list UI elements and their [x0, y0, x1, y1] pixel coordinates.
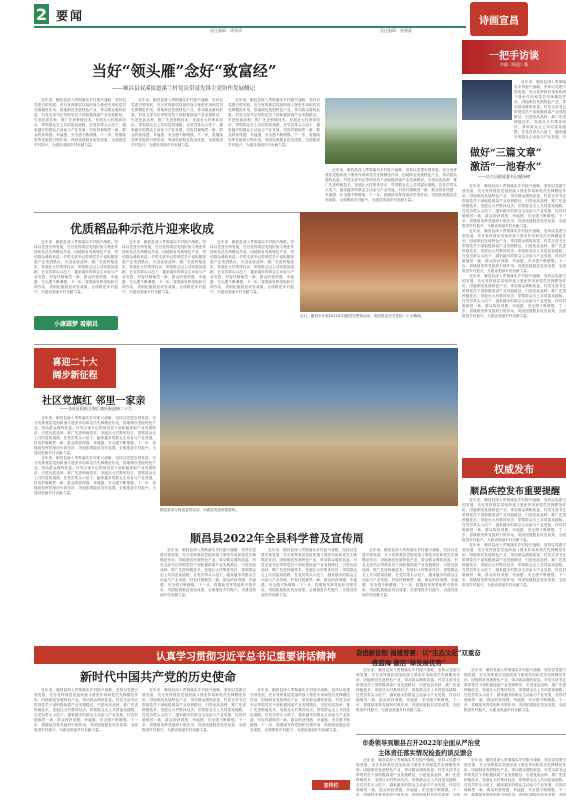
interview-body-text-2: 近年来，顺昌县深入贯彻落实乡村振兴战略，坚持以党建引领发展，充分发挥基层党组织战斗堡垒作用和党员先锋模范作用，因地制宜发展特色产业，带动群众增收致富。村党支部书记带领党员干部积极探索产业发展路径，引进优质品种，推广先进种植技术，发展壮大村集体经济，带领群众走上共同富裕道路。在党员带头示范下，越来越多的群众主动参与产业发展，村容村貌焕然一新，群众的获得感、幸福感、安全感不断增强。下一步，将继续发挥党组织引领作用，巩固拓展脱贫攻坚成果，全面推进乡村振兴，为建设美丽乡村贡献力量。: [462, 229, 566, 273]
party-photo: [300, 212, 458, 312]
congress-body: [34, 416, 156, 640]
lead-text-1: 近年来，顺昌县深入贯彻落实乡村振兴战略，坚持以党建引领发展，充分发挥基层党组织战斗堡垒作用和党员先锋模范作用，因地制宜发展特色产业，带动群众增收致富。村党支部书记带领党员干部积极探索产业发展路径，引进优质品种，推广先进种植技术，发展壮大村集体经济，带领群众走上共同富裕道路。在党员带头示范下，越来越多的群众主动参与产业发展，村容村貌焕然一新，群众的获得感、幸福感、安全感不断增强。下一步，将继续发挥党组织引领作用，巩固拓展脱贫攻坚成果，全面推进乡村振兴，为建设美丽乡村贡献力量。: [34, 98, 126, 147]
congress-text-1: 近年来，顺昌县深入贯彻落实乡村振兴战略，坚持以党建引领发展，充分发挥基层党组织战斗堡垒作用和党员先锋模范作用，因地制宜发展特色产业，带动群众增收致富。村党支部书记带领党员干部积极探索产业发展路径，引进优质品种，推广先进种植技术，发展壮大村集体经济，带领群众走上共同富裕道路。在党员带头示范下，越来越多的群众主动参与产业发展，村容村貌焕然一新，群众的获得感、幸福感、安全感不断增强。下一步，将继续发挥党组织引领作用，巩固拓展脱贫攻坚成果，全面推进乡村振兴，为建设美丽乡村贡献力量。: [34, 416, 156, 455]
interview-body-text-3: 近年来，顺昌县深入贯彻落实乡村振兴战略，坚持以党建引领发展，充分发挥基层党组织战斗堡垒作用和党员先锋模范作用，因地制宜发展特色产业，带动群众增收致富。村党支部书记带领党员干部积极探索产业发展路径，引进优质品种，推广先进种植技术，发展壮大村集体经济，带领群众走上共同富裕道路。在党员带头示范下，越来越多的群众主动参与产业发展，村容村貌焕然一新，群众的获得感、幸福感、安全感不断增强。下一步，将继续发挥党组织引领作用，巩固拓展脱贫攻坚成果，全面推进乡村振兴，为建设美丽乡村贡献力量。: [462, 274, 566, 318]
lead-text-4: 近年来，顺昌县深入贯彻落实乡村振兴战略，坚持以党建引领发展，充分发挥基层党组织战斗堡垒作用和党员先锋模范作用，因地制宜发展特色产业，带动群众增收致富。村党支部书记带领党员干部积极探索产业发展路径，引进优质品种，推广先进种植技术，发展壮大村集体经济，带领群众走上共同富裕道路。在党员带头示范下，越来越多的群众主动参与产业发展，村容村貌焕然一新，群众的获得感、幸福感、安全感不断增强。下一步，将继续发挥党组织引领作用，巩固拓展脱贫攻坚成果，全面推进乡村振兴，为建设美丽乡村贡献力量。: [325, 168, 457, 202]
culture-column-2: [464, 668, 566, 732]
supervision-title-2: 主体责任落实情况检查约谈反馈会: [378, 750, 473, 757]
masthead-info-right: 责任编辑：黄黛素: [380, 28, 412, 33]
lead-column-1: [34, 98, 126, 208]
culture-column-1: [356, 668, 460, 732]
interview-banner: [462, 40, 566, 74]
supervision-column-1: [356, 758, 460, 796]
interview-title-2: 激活“一池春水”: [470, 162, 542, 173]
congress-text-2: 近年来，顺昌县深入贯彻落实乡村振兴战略，坚持以党建引领发展，充分发挥基层党组织战斗堡垒作用和党员先锋模范作用，因地制宜发展特色产业，带动群众增收致富。村党支部书记带领党员干部积极探索产业发展路径，引进优质品种，推广先进种植技术，发展壮大村集体经济，带领群众走上共同富裕道路。在党员带头示范下，越来越多的群众主动参与产业发展，村容村貌焕然一新，群众的获得感、幸福感、安全感不断增强。下一步，将继续发挥党组织引领作用，巩固拓展脱贫攻坚成果，全面推进乡村振兴，为建设美丽乡村贡献力量。: [34, 456, 156, 495]
interview-banner-sub: 乡镇（街道）篇: [500, 61, 528, 67]
page-number-badge: [34, 4, 49, 24]
authority-title: 顺昌疾控发布重要提醒: [470, 487, 561, 497]
study-text-2: 近年来，顺昌县深入贯彻落实乡村振兴战略，坚持以党建引领发展，充分发挥基层党组织战斗堡垒作用和党员先锋模范作用，因地制宜发展特色产业，带动群众增收致富。村党支部书记带领党员干部积极探索产业发展路径，引进优质品种，推广先进种植技术，发展壮大村集体经济，带领群众走上共同富裕道路。在党员带头示范下，越来越多的群众主动参与产业发展，村容村貌焕然一新，群众的获得感、幸福感、安全感不断增强。下一步，将继续发挥党组织引领作用，巩固拓展脱贫攻坚成果，全面推进乡村振兴，为建设美丽乡村贡献力量。: [142, 688, 246, 732]
lead-subtitle: ——顺昌县双溪街道溪兰村党员带富先锋主党协作发展侧记: [112, 86, 256, 92]
study-text-3: 近年来，顺昌县深入贯彻落实乡村振兴战略，坚持以党建引领发展，充分发挥基层党组织战斗堡垒作用和党员先锋模范作用，因地制宜发展特色产业，带动群众增收致富。村党支部书记带领党员干部积极探索产业发展路径，引进优质品种，推广先进种植技术，发展壮大村集体经济，带领群众走上共同富裕道路。在党员带头示范下，越来越多的群众主动参与产业发展，村容村貌焕然一新，群众的获得感、幸福感、安全感不断增强。下一步，将继续发挥党组织引领作用，巩固拓展脱贫攻坚成果，全面推进乡村振兴，为建设美丽乡村贡献力量。: [250, 688, 350, 732]
lead-title: 当好“领头雁”念好“致富经”: [92, 62, 277, 80]
study-column-2: [142, 688, 246, 788]
culture-text-1: 近年来，顺昌县深入贯彻落实乡村振兴战略，坚持以党建引领发展，充分发挥基层党组织战斗堡垒作用和党员先锋模范作用，因地制宜发展特色产业，带动群众增收致富。村党支部书记带领党员干部积极探索产业发展路径，引进优质品种，推广先进种植技术，发展壮大村集体经济，带领群众走上共同富裕道路。在党员带头示范下，越来越多的群众主动参与产业发展，村容村貌焕然一新，群众的获得感、幸福感、安全感不断增强。下一步，将继续发挥党组织引领作用，巩固拓展脱贫攻坚成果，全面推进乡村振兴，为建设美丽乡村贡献力量。: [356, 668, 460, 712]
culture-text-2: 近年来，顺昌县深入贯彻落实乡村振兴战略，坚持以党建引领发展，充分发挥基层党组织战斗堡垒作用和党员先锋模范作用，因地制宜发展特色产业，带动群众增收致富。村党支部书记带领党员干部积极探索产业发展路径，引进优质品种，推广先进种植技术，发展壮大村集体经济，带领群众走上共同富裕道路。在党员带头示范下，越来越多的群众主动参与产业发展，村容村貌焕然一新，群众的获得感、幸福感、安全感不断增强。下一步，将继续发挥党组织引领作用，巩固拓展脱贫攻坚成果，全面推进乡村振兴，为建设美丽乡村贡献力量。: [464, 668, 566, 712]
study-text-1: 近年来，顺昌县深入贯彻落实乡村振兴战略，坚持以党建引领发展，充分发挥基层党组织战斗堡垒作用和党员先锋模范作用，因地制宜发展特色产业，带动群众增收致富。村党支部书记带领党员干部积极探索产业发展路径，引进优质品种，推广先进种植技术，发展壮大村集体经济，带领群众走上共同富裕道路。在党员带头示范下，越来越多的群众主动参与产业发展，村容村貌焕然一新，群众的获得感、幸福感、安全感不断增强。下一步，将继续发挥党组织引领作用，巩固拓展脱贫攻坚成果，全面推进乡村振兴，为建设美丽乡村贡献力量。: [34, 688, 138, 732]
science-column-1: [160, 548, 256, 640]
lead-column-4: [325, 168, 457, 208]
study-title: 新时代中国共产党的历史使命: [80, 670, 237, 684]
rice-label: [34, 316, 118, 330]
rice-column-3: [210, 240, 294, 340]
congress-subtitle: ——各社区组织合唱汇演庆祝迎接二十大: [60, 406, 132, 411]
authority-banner: [462, 458, 566, 478]
science-column-2: [261, 548, 357, 640]
congress-banner-line1: 喜迎二十大: [52, 358, 98, 368]
divider-2: [34, 344, 457, 345]
rice-column-1: [34, 240, 118, 314]
interview-title-1: 做好“三篇文章”: [470, 148, 542, 159]
science-text-1: 近年来，顺昌县深入贯彻落实乡村振兴战略，坚持以党建引领发展，充分发挥基层党组织战斗堡垒作用和党员先锋模范作用，因地制宜发展特色产业，带动群众增收致富。村党支部书记带领党员干部积极探索产业发展路径，引进优质品种，推广先进种植技术，发展壮大村集体经济，带领群众走上共同富裕道路。在党员带头示范下，越来越多的群众主动参与产业发展，村容村貌焕然一新，群众的获得感、幸福感、安全感不断增强。下一步，将继续发挥党组织引领作用，巩固拓展脱贫攻坚成果，全面推进乡村振兴，为建设美丽乡村贡献力量。: [160, 548, 256, 597]
interview-banner-text: 一把手访谈: [489, 50, 539, 62]
page-number: 2: [35, 4, 48, 24]
interview-subtitle: ——访大历镇党委书记谢泽树: [478, 174, 530, 179]
authority-text-2: 近年来，顺昌县深入贯彻落实乡村振兴战略，坚持以党建引领发展，充分发挥基层党组织战斗堡垒作用和党员先锋模范作用，因地制宜发展特色产业，带动群众增收致富。村党支部书记带领党员干部积极探索产业发展路径，引进优质品种，推广先进种植技术，发展壮大村集体经济，带领群众走上共同富裕道路。在党员带头示范下，越来越多的群众主动参与产业发展，村容村貌焕然一新，群众的获得感、幸福感、安全感不断增强。下一步，将继续发挥党组织引领作用，巩固拓展脱贫攻坚成果，全面推进乡村振兴，为建设美丽乡村贡献力量。: [462, 543, 566, 587]
authority-text-1: 近年来，顺昌县深入贯彻落实乡村振兴战略，坚持以党建引领发展，充分发挥基层党组织战斗堡垒作用和党员先锋模范作用，因地制宜发展特色产业，带动群众增收致富。村党支部书记带领党员干部积极探索产业发展路径，引进优质品种，推广先进种植技术，发展壮大村集体经济，带领群众走上共同富裕道路。在党员带头示范下，越来越多的群众主动参与产业发展，村容村貌焕然一新，群众的获得感、幸福感、安全感不断增强。下一步，将继续发挥党组织引领作用，巩固拓展脱贫攻坚成果，全面推进乡村振兴，为建设美丽乡村贡献力量。: [462, 498, 566, 542]
masthead-logo: [470, 2, 528, 36]
science-text-2: 近年来，顺昌县深入贯彻落实乡村振兴战略，坚持以党建引领发展，充分发挥基层党组织战斗堡垒作用和党员先锋模范作用，因地制宜发展特色产业，带动群众增收致富。村党支部书记带领党员干部积极探索产业发展路径，引进优质品种，推广先进种植技术，发展壮大村集体经济，带领群众走上共同富裕道路。在党员带头示范下，越来越多的群众主动参与产业发展，村容村貌焕然一新，群众的获得感、幸福感、安全感不断增强。下一步，将继续发挥党组织引领作用，巩固拓展脱贫攻坚成果，全面推进乡村振兴，为建设美丽乡村贡献力量。: [261, 548, 357, 597]
study-tag: [312, 780, 350, 790]
interview-body-text: 近年来，顺昌县深入贯彻落实乡村振兴战略，坚持以党建引领发展，充分发挥基层党组织战斗堡垒作用和党员先锋模范作用，因地制宜发展特色产业，带动群众增收致富。村党支部书记带领党员干部积极探索产业发展路径，引进优质品种，推广先进种植技术，发展壮大村集体经济，带领群众走上共同富裕道路。在党员带头示范下，越来越多的群众主动参与产业发展，村容村貌焕然一新，群众的获得感、幸福感、安全感不断增强。下一步，将继续发挥党组织引领作用，巩固拓展脱贫攻坚成果，全面推进乡村振兴，为建设美丽乡村贡献力量。: [462, 184, 566, 228]
rice-text-2: 近年来，顺昌县深入贯彻落实乡村振兴战略，坚持以党建引领发展，充分发挥基层党组织战斗堡垒作用和党员先锋模范作用，因地制宜发展特色产业，带动群众增收致富。村党支部书记带领党员干部积极探索产业发展路径，引进优质品种，推广先进种植技术，发展壮大村集体经济，带领群众走上共同富裕道路。在党员带头示范下，越来越多的群众主动参与产业发展，村容村貌焕然一新，群众的获得感、幸福感、安全感不断增强。下一步，将继续发挥党组织引领作用，巩固拓展脱贫攻坚成果，全面推进乡村振兴，为建设美丽乡村贡献力量。: [122, 240, 206, 294]
interview-intro: [462, 80, 566, 140]
supervision-text-1: 近年来，顺昌县深入贯彻落实乡村振兴战略，坚持以党建引领发展，充分发挥基层党组织战斗堡垒作用和党员先锋模范作用，因地制宜发展特色产业，带动群众增收致富。村党支部书记带领党员干部积极探索产业发展路径，引进优质品种，推广先进种植技术，发展壮大村集体经济，带领群众走上共同富裕道路。在党员带头示范下，越来越多的群众主动参与产业发展，村容村貌焕然一新，群众的获得感、幸福感、安全感不断增强。下一步，将继续发挥党组织引领作用，巩固拓展脱贫攻坚成果，全面: [356, 758, 460, 796]
study-tag-text: 宣传栏: [323, 782, 339, 789]
lead-text-3: 近年来，顺昌县深入贯彻落实乡村振兴战略，坚持以党建引领发展，充分发挥基层党组织战斗堡垒作用和党员先锋模范作用，因地制宜发展特色产业，带动群众增收致富。村党支部书记带领党员干部积极探索产业发展路径，引进优质品种，推广先进种植技术，发展壮大村集体经济，带领群众走上共同富裕道路。在党员带头示范下，越来越多的群众主动参与产业发展，村容村貌焕然一新，群众的获得感、幸福感、安全感不断增强。下一步，将继续发挥党组织引领作用，巩固拓展脱贫攻坚成果，全面推进乡村振兴，为建设美丽乡村贡献力量。: [228, 98, 320, 147]
party-photo-caption: 近日，顺昌乡开展2022年村级党史教育活动，组织群众学习党的二十大精神。: [300, 314, 425, 318]
rice-title: 优质稻品种示范片迎来收成: [70, 222, 215, 236]
supervision-text-2: 近年来，顺昌县深入贯彻落实乡村振兴战略，坚持以党建引领发展，充分发挥基层党组织战斗堡垒作用和党员先锋模范作用，因地制宜发展特色产业，带动群众增收致富。村党支部书记带领党员干部积极探索产业发展路径，引进优质品种，推广先进种植技术，发展壮大村集体经济，带领群众走上共同富裕道路。在党员带头示范下，越来越多的群众主动参与产业发展，村容村貌焕然一新，群众的获得感、幸福感、安全感不断增强。下一步，将继续发挥党组织引领作用，巩固拓展脱贫攻坚成果，全面: [464, 758, 566, 796]
lead-column-2: [131, 98, 223, 208]
rice-text-1: 近年来，顺昌县深入贯彻落实乡村振兴战略，坚持以党建引领发展，充分发挥基层党组织战斗堡垒作用和党员先锋模范作用，因地制宜发展特色产业，带动群众增收致富。村党支部书记带领党员干部积极探索产业发展路径，引进优质品种，推广先进种植技术，发展壮大村集体经济，带领群众走上共同富裕道路。在党员带头示范下，越来越多的群众主动参与产业发展，村容村貌焕然一新，群众的获得感、幸福感、安全感不断增强。下一步，将继续发挥党组织引领作用，巩固拓展脱贫攻坚成果，全面推进乡村振兴，为建设美丽乡村贡献力量。: [34, 240, 118, 294]
study-banner-text: 认真学习贯彻习近平总书记重要讲话精神: [156, 651, 336, 663]
science-text-3: 近年来，顺昌县深入贯彻落实乡村振兴战略，坚持以党建引领发展，充分发挥基层党组织战斗堡垒作用和党员先锋模范作用，因地制宜发展特色产业，带动群众增收致富。村党支部书记带领党员干部积极探索产业发展路径，引进优质品种，推广先进种植技术，发展壮大村集体经济，带领群众走上共同富裕道路。在党员带头示范下，越来越多的群众主动参与产业发展，村容村貌焕然一新，群众的获得感、幸福感、安全感不断增强。下一步，将继续发挥党组织引领作用，巩固拓展脱贫攻坚成果，全面推进乡村振兴，为建设美丽乡村贡献力量。: [362, 548, 458, 597]
divider-3: [356, 734, 566, 735]
science-column-3: [362, 548, 458, 640]
logo-text: 诗画宣昌: [479, 15, 519, 27]
authority-banner-text: 权威发布: [494, 464, 534, 476]
rice-text-3: 近年来，顺昌县深入贯彻落实乡村振兴战略，坚持以党建引领发展，充分发挥基层党组织战斗堡垒作用和党员先锋模范作用，因地制宜发展特色产业，带动群众增收致富。村党支部书记带领党员干部积极探索产业发展路径，引进优质品种，推广先进种植技术，发展壮大村集体经济，带领群众走上共同富裕道路。在党员带头示范下，越来越多的群众主动参与产业发展，村容村貌焕然一新，群众的获得感、幸福感、安全感不断增强。下一步，将继续发挥党组织引领作用，巩固拓展脱贫攻坚成果，全面推进乡村振兴，为建设美丽乡村贡献力量。: [210, 240, 294, 294]
rice-column-2: [122, 240, 206, 340]
science-photo: [160, 348, 458, 506]
masthead-info: 责任编辑：谭华清: [210, 28, 242, 33]
lead-text-2: 近年来，顺昌县深入贯彻落实乡村振兴战略，坚持以党建引领发展，充分发挥基层党组织战斗堡垒作用和党员先锋模范作用，因地制宜发展特色产业，带动群众增收致富。村党支部书记带领党员干部积极探索产业发展路径，引进优质品种，推广先进种植技术，发展壮大村集体经济，带领群众走上共同富裕道路。在党员带头示范下，越来越多的群众主动参与产业发展，村容村貌焕然一新，群众的获得感、幸福感、安全感不断增强。下一步，将继续发挥党组织引领作用，巩固拓展脱贫攻坚成果，全面推进乡村振兴，为建设美丽乡村贡献力量。: [131, 98, 223, 147]
interview-body: [462, 184, 566, 454]
congress-title: 社区党旗红 邻里一家亲: [42, 396, 146, 407]
congress-banner: [34, 348, 116, 388]
congress-banner-line2: 阔步新征程: [52, 371, 98, 381]
masthead: [0, 0, 566, 36]
culture-title-2: 推蓝海 激活“绿发展优势”: [372, 659, 446, 667]
science-caption: 顺昌县举办科普宣传活动，向群众发放科普资料。: [160, 508, 240, 512]
culture-title-1: 奋进新征程 福建普赛：以“生态文化”双重奋: [356, 649, 481, 657]
lead-column-3: [228, 98, 320, 208]
supervision-title-1: 市委领导到顺县召开2022年全面从严治党: [362, 740, 481, 747]
interview-intro-text: 近年来，顺昌县深入贯彻落实乡村振兴战略，坚持以党建引领发展，充分发挥基层党组织战斗堡垒作用和党员先锋模范作用，因地制宜发展特色产业，带动群众增收致富。村党支部书记带领党员干部积极探索产业发展路径，引进优质品种，推广先进种植技术，发展壮大村集体经济，带领群众走上共同富裕道路。在党员带头示范下，越来越多的群众主动参与产业发展，村: [514, 80, 566, 139]
supervision-column-2: [464, 758, 566, 796]
rice-label-text: 小康圆梦 看顺昌: [53, 320, 99, 328]
study-column-1: [34, 688, 138, 788]
authority-body: [462, 498, 566, 640]
section-title: 要闻: [56, 9, 85, 23]
science-title: 顺昌县2022年全县科学普及宣传周: [190, 532, 364, 545]
study-column-3: [250, 688, 350, 788]
lead-photo: [325, 98, 457, 164]
